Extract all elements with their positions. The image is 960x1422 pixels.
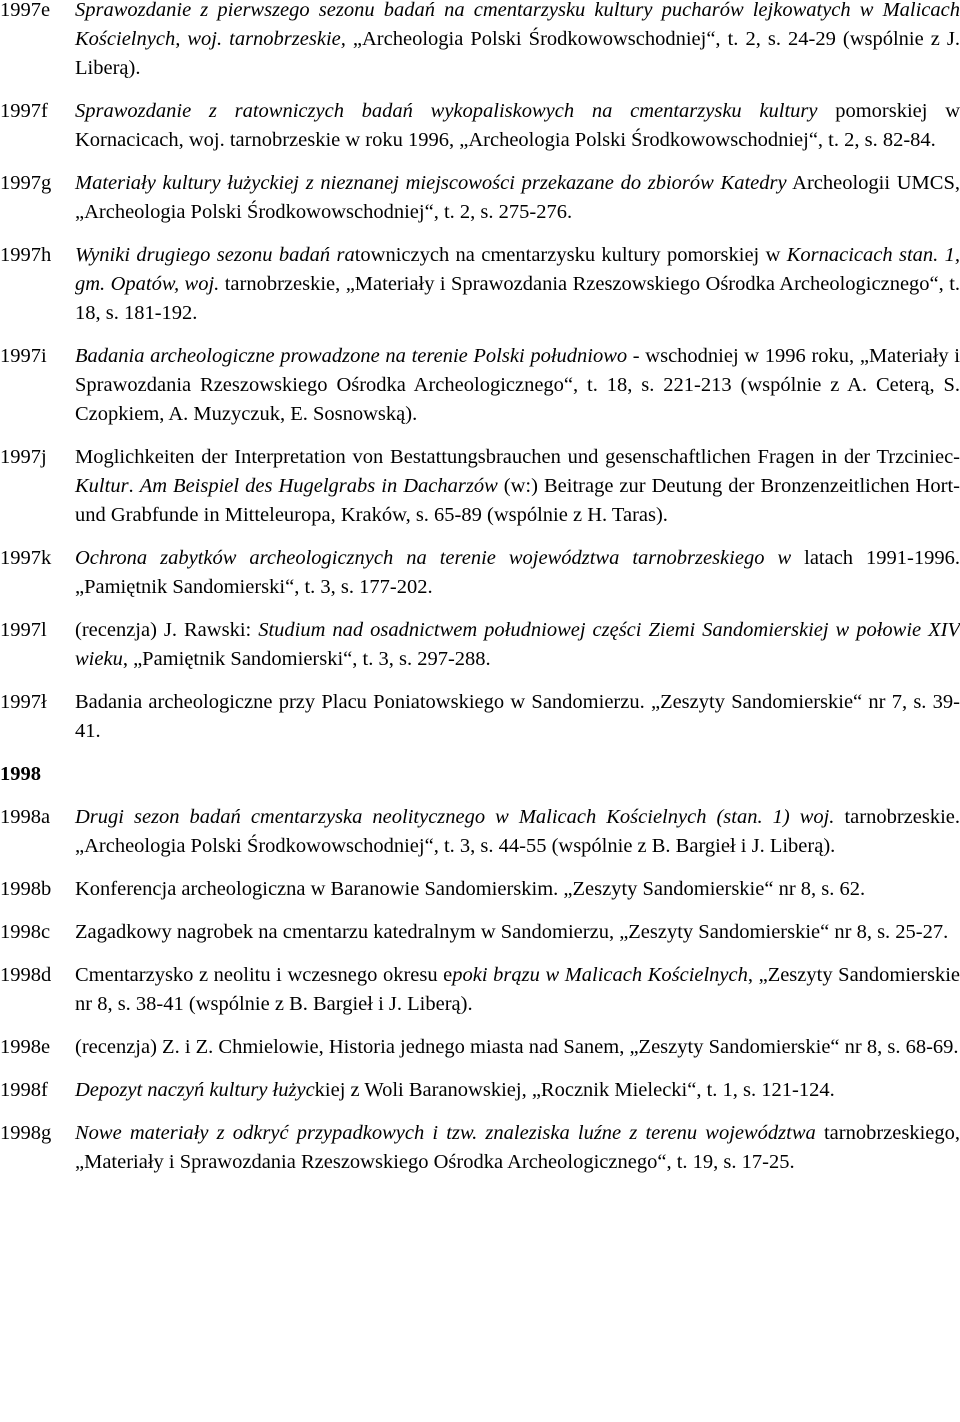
text-segment: towniczych na cmentarzysku kultury pomorskiej w <box>354 244 787 266</box>
entry-text <box>75 961 960 1019</box>
entry-id: 1997g <box>0 172 52 194</box>
entry-text <box>75 875 960 904</box>
text-segment: Archeologii UMCS, „Archeologia Polski Środkowowschodniej“, t. 2, s. 275-276. <box>75 172 960 223</box>
entry-text <box>75 443 960 530</box>
entry-id: 1998b <box>0 878 52 900</box>
entry-text <box>75 1119 960 1177</box>
bibliography-entry <box>0 97 960 155</box>
bibliography-entry <box>0 616 960 674</box>
bibliography-entry <box>0 1076 960 1105</box>
bibliography-entry <box>0 961 960 1019</box>
text-segment: Konferencja archeologiczna w Baranowie Sandomierskim. „Zeszyty Sandomierskie“ nr 8, s. 62. <box>75 878 866 900</box>
italic-title-segment: Wyniki drugiego sezonu badań ra <box>75 244 355 266</box>
text-segment: (w:) Beitrage zur Deutung der Bronzenzeitlichen Hort- und Grabfunde in Mitteleuropa, Kraków, s. 65-89 (wspólnie z H. Taras). <box>75 475 960 526</box>
year-heading: 1998 <box>0 763 41 785</box>
text-segment: tarnobrzeskie. „Archeologia Polski Środkowowschodniej“, t. 3, s. 44-55 (wspólnie z B. Bargieł i J. Liberą). <box>75 806 960 857</box>
entry-id: 1998a <box>0 806 51 828</box>
entry-id: 1997j <box>0 446 47 468</box>
text-segment: latach 1991-1996. „Pamiętnik Sandomierski“, t. 3, s. 177-202. <box>75 547 960 598</box>
text-segment: Zagadkowy nagrobek na cmentarzu katedralnym w Sandomierzu, „Zeszyty Sandomierskie“ nr 8, s. 25-27. <box>75 921 949 943</box>
text-segment: , „Pamiętnik Sandomierski“, t. 3, s. 297-288. <box>122 648 491 670</box>
entry-id: 1997h <box>0 244 52 266</box>
entry-text <box>75 688 960 746</box>
italic-title-segment: Studium nad osadnictwem południowej części Ziemi Sandomierskiej w połowie XIV wieku <box>75 619 960 670</box>
entry-id: 1998f <box>0 1079 48 1101</box>
entry-id: 1998g <box>0 1122 52 1144</box>
entry-text <box>75 544 960 602</box>
italic-title-segment: Sprawozdanie z ratowniczych badań wykopaliskowych na cmentarzysku kultury <box>75 100 818 122</box>
text-segment: , „Zeszyty Sandomierskie nr 8, s. 38-41 (wspólnie z B. Bargieł i J. Liberą). <box>75 964 960 1015</box>
entry-text <box>75 616 960 674</box>
text-segment: - wschodniej w 1996 roku, „Materiały i Sprawozdania Rzeszowskiego Ośrodka Archeologicznego“, t. 18, s. 221-213 (wspólnie z A. Ceterą, S. Czopkiem, A. Muzyczuk, E. Sosnowską). <box>75 345 960 425</box>
italic-title-segment: Materiały kultury łużyckiej z nieznanej miejscowości przekazane do zbiorów Katedry <box>75 172 787 194</box>
entry-text <box>75 241 960 328</box>
italic-title-segment: Drugi sezon badań cmentarzyska neolitycznego w Malicach Kościelnych (stan. 1) woj. <box>75 806 835 828</box>
italic-title-segment: Kultur <box>75 475 129 497</box>
text-segment: (recenzja) Z. i Z. Chmielowie, Historia jednego miasta nad Sanem, „Zeszyty Sandomierskie“ nr 8, s. 68-69. <box>75 1036 959 1058</box>
bibliography-list-1998 <box>0 803 960 1177</box>
italic-title-segment: Am Beispiel des Hugelgrabs in Dacharzów <box>139 475 498 497</box>
bibliography-entry <box>0 1119 960 1177</box>
entry-id: 1997f <box>0 100 48 122</box>
entry-id: 1998d <box>0 964 52 986</box>
text-segment: Moglichkeiten der Interpretation von Bestattungsbrauchen und gesenschaftlichen Fragen in der Trzciniec- <box>75 446 960 468</box>
text-segment: tarnobrzeskie, „Materiały i Sprawozdania Rzeszowskiego Ośrodka Archeologicznego“, t. 18, s. 181-192. <box>75 273 960 324</box>
italic-title-segment: Kornacicach stan. 1, gm. Opatów, woj. <box>75 244 960 295</box>
entry-text <box>75 169 960 227</box>
bibliography-entry <box>0 1033 960 1062</box>
bibliography-entry <box>0 875 960 904</box>
italic-title-segment: poki brązu w Malicach Kościelnych <box>452 964 748 986</box>
entry-id: 1997ł <box>0 691 47 713</box>
entry-id: 1998c <box>0 921 51 943</box>
entry-id: 1997k <box>0 547 52 569</box>
bibliography-entry <box>0 918 960 947</box>
text-segment: (recenzja) J. Rawski: <box>75 619 259 641</box>
bibliography-entry <box>0 0 960 83</box>
entry-text <box>75 1076 960 1105</box>
italic-title-segment: Nowe materiały z odkryć przypadkowych i tzw. znaleziska luźne z terenu województwa <box>75 1122 816 1144</box>
bibliography-entry <box>0 342 960 429</box>
text-segment: . <box>128 475 140 497</box>
text-segment: kiej z Woli Baranowskiej, „Rocznik Mielecki“, t. 1, s. 121-124. <box>314 1079 835 1101</box>
entry-text <box>75 1033 960 1062</box>
entry-id: 1997l <box>0 619 47 641</box>
italic-title-segment: Depozyt naczyń kultury łużyc <box>75 1079 315 1101</box>
text-segment: Cmentarzysko z neolitu i wczesnego okresu e <box>75 964 453 986</box>
text-segment: „Archeologia Polski Środkowowschodniej“, t. 2, s. 24-29 (wspólnie z J. Liberą). <box>75 28 960 79</box>
bibliography-entry <box>0 443 960 530</box>
italic-title-segment: Sprawozdanie z pierwszego sezonu badań na cmentarzysku kultury pucharów lejkowatych w Malicach Kościelnych, woj. tarnobrzeskie, <box>75 0 960 50</box>
bibliography-entry <box>0 688 960 746</box>
bibliography-entry <box>0 544 960 602</box>
italic-title-segment: Badania archeologiczne prowadzone na terenie Polski południowo <box>75 345 628 367</box>
entry-id: 1998e <box>0 1036 51 1058</box>
text-segment: tarnobrzeskiego, „Materiały i Sprawozdania Rzeszowskiego Ośrodka Archeologicznego“, t. 19, s. 17-25. <box>75 1122 960 1173</box>
entry-text <box>75 0 960 83</box>
entry-text <box>75 918 960 947</box>
entry-id: 1997e <box>0 0 51 21</box>
text-segment: Badania archeologiczne przy Placu Poniatowskiego w Sandomierzu. „Zeszyty Sandomierskie“ nr 7, s. 39-41. <box>75 691 960 742</box>
italic-title-segment: Ochrona zabytków archeologicznych na terenie województwa tarnobrzeskiego w <box>75 547 792 569</box>
text-segment: pomorskiej w Kornacicach, woj. tarnobrzeskie w roku 1996, „Archeologia Polski Środkowowschodniej“, t. 2, s. 82-84. <box>75 100 960 151</box>
bibliography-entry <box>0 803 960 861</box>
bibliography-entry <box>0 169 960 227</box>
entry-text <box>75 97 960 155</box>
entry-text <box>75 803 960 861</box>
entry-text <box>75 342 960 429</box>
bibliography-entry <box>0 241 960 328</box>
entry-id: 1997i <box>0 345 47 367</box>
